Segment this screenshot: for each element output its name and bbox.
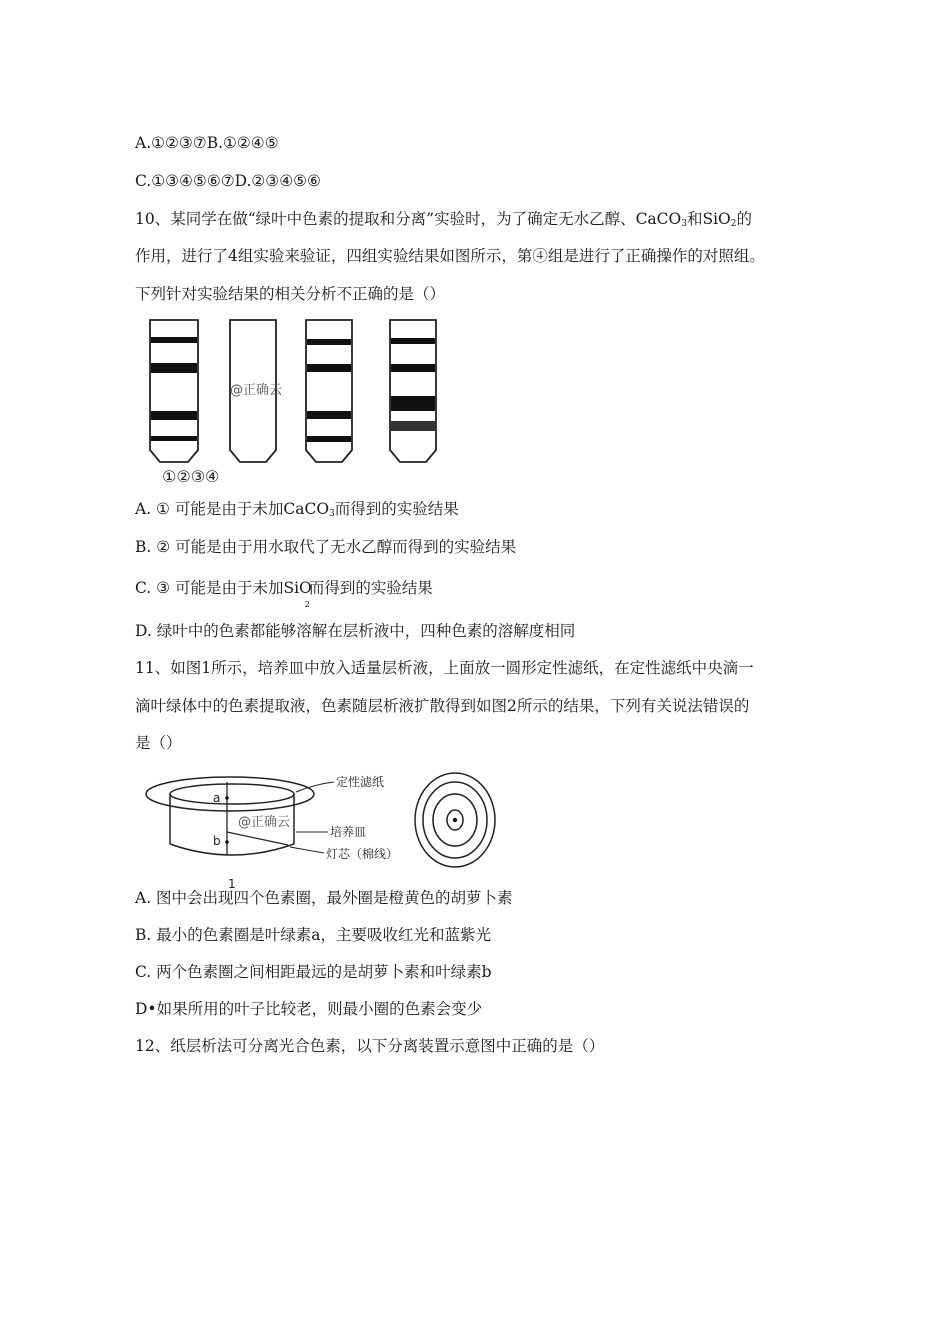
q10-option-a <box>135 499 459 524</box>
q11-leader-lines <box>290 782 334 853</box>
q11-stem-line-3: 是（） <box>135 734 182 752</box>
q10-figure-chromatography-strips <box>140 312 460 487</box>
q10-option-c-post: 而得到的实验结果 <box>308 579 433 597</box>
q10-watermark: @正确云 <box>230 383 283 398</box>
strip-4-bands <box>391 338 435 431</box>
q10-option-d: D. 绿叶中的色素都能够溶解在层析液中，四种色素的溶解度相同 <box>135 622 576 640</box>
q11-label-filter-paper: 定性滤纸 <box>336 775 385 789</box>
q10-option-c <box>135 578 433 615</box>
q10-sub-2: 2 <box>730 219 737 229</box>
q11-watermark: @正确云 <box>238 815 291 830</box>
q10-figure-labels: ①②③④ <box>162 467 220 486</box>
q11-stem-line-2: 滴叶绿体中的色素提取液，色素随层析液扩散得到如图2所示的结果，下列有关说法错误的 <box>135 697 750 715</box>
q11-option-a: A. 图中会出现四个色素圈，最外圈是橙黄色的胡萝卜素 <box>135 889 513 907</box>
q11-figure-1-number: 1 <box>228 877 236 891</box>
q11-point-a <box>225 796 229 800</box>
q11-label-dish: 培养皿 <box>330 825 367 839</box>
q11-point-b <box>225 840 229 844</box>
q10-stem-line-1 <box>135 209 752 234</box>
q10-option-b: B. ② 可能是由于用水取代了无水乙醇而得到的实验结果 <box>135 538 517 556</box>
q10-option-c-pre: C. ③ 可能是由于未加SiO <box>135 579 312 597</box>
q10-option-a-sub: 3 <box>329 509 335 519</box>
q10-option-a-post: 而得到的实验结果 <box>334 500 459 518</box>
q10-sub-3: 3 <box>681 219 687 229</box>
q9-options-line-2: C.①③④⑤⑥⑦D.②③④⑤⑥ <box>135 172 321 190</box>
q11-stem-line-1: 11、如图1所示，培养皿中放入适量层析液，上面放一圆形定性滤纸，在定性滤纸中央滴一 <box>135 659 754 677</box>
q11-option-d: D•如果所用的叶子比较老，则最小圈的色素会变少 <box>135 1000 483 1018</box>
q11-option-c: C. 两个色素圈之间相距最远的是胡萝卜素和叶绿素b <box>135 963 492 981</box>
strip-1-bands <box>151 337 197 441</box>
q9-options-line-1: A.①②③⑦B.①②④⑤ <box>135 134 279 152</box>
q10-option-a-pre: A. ① 可能是由于未加CaCO <box>135 500 330 518</box>
q10-stem-1a: 10、某同学在做“绿叶中色素的提取和分离”实验时，为了确定无水乙醇、CaCO <box>135 210 682 228</box>
q10-option-c-sub: 2 <box>304 600 310 609</box>
q11-label-b: b <box>213 834 221 848</box>
q11-label-wick: 灯芯（棉线） <box>326 847 399 861</box>
q11-figure <box>140 762 520 892</box>
q10-stem-line-2: 作用，进行了4组实验来验证，四组实验结果如图所示，第④组是进行了正确操作的对照组。 <box>135 247 765 265</box>
q10-stem-1c: 的 <box>736 210 753 228</box>
q12-stem: 12、纸层析法可分离光合色素，以下分离装置示意图中正确的是（） <box>135 1037 605 1055</box>
q11-option-b: B. 最小的色素圈是叶绿素a，主要吸收红光和蓝紫光 <box>135 926 491 944</box>
q10-stem-1b: 和SiO <box>686 210 731 228</box>
q10-stem-line-3: 下列针对实验结果的相关分析不正确的是（） <box>135 285 446 303</box>
q11-label-a: a <box>213 791 221 805</box>
q11-figure-2-center <box>453 818 457 822</box>
strip-3-bands <box>307 339 351 442</box>
